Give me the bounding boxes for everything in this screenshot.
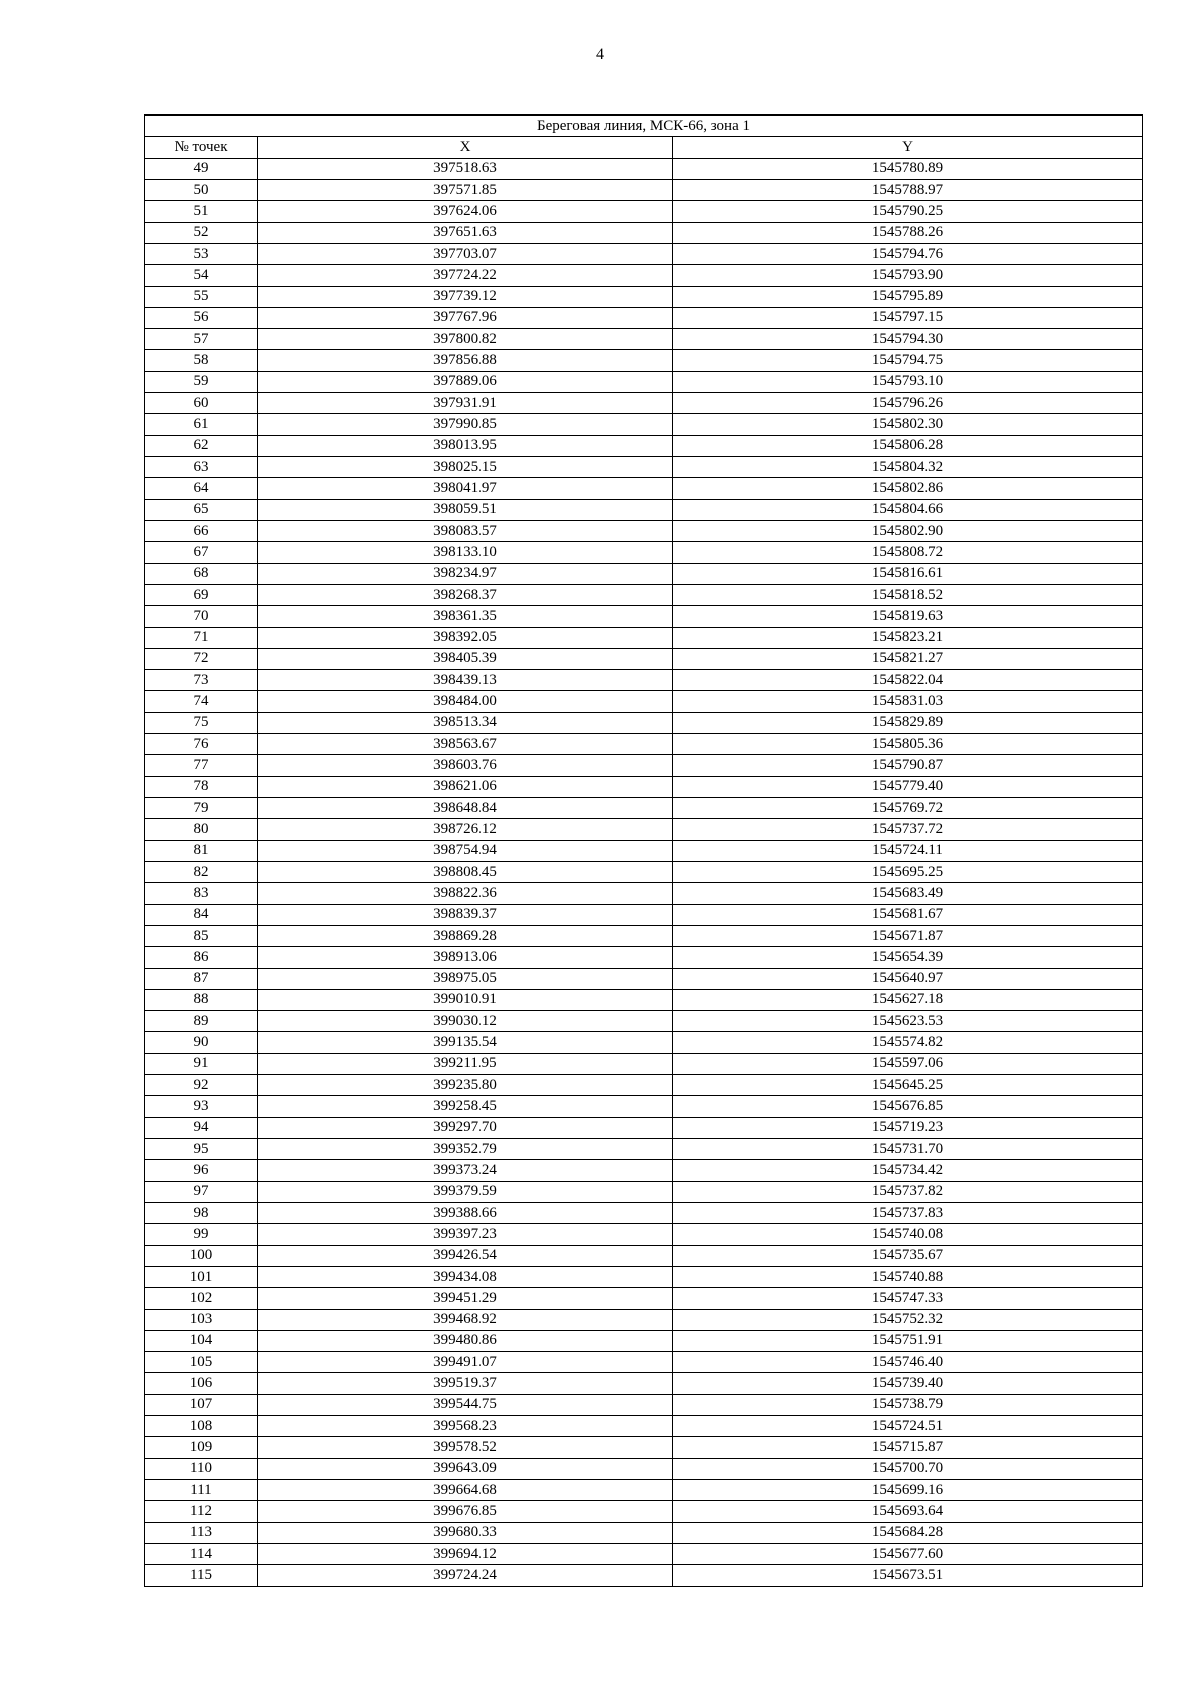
y-cell: 1545794.30 [673,329,1143,350]
x-cell: 398041.97 [258,478,673,499]
y-cell: 1545769.72 [673,798,1143,819]
point-number-cell: 63 [145,457,258,478]
y-cell: 1545802.90 [673,520,1143,541]
point-number-cell: 99 [145,1224,258,1245]
x-cell: 398268.37 [258,584,673,605]
point-number-cell: 65 [145,499,258,520]
y-cell: 1545804.66 [673,499,1143,520]
table-row [145,627,1143,648]
point-number-cell: 93 [145,1096,258,1117]
point-number-cell: 90 [145,1032,258,1053]
x-cell: 399451.29 [258,1288,673,1309]
y-cell: 1545808.72 [673,542,1143,563]
header-x: X [258,137,673,158]
table-row [145,393,1143,414]
y-cell: 1545746.40 [673,1352,1143,1373]
y-cell: 1545574.82 [673,1032,1143,1053]
x-cell: 397889.06 [258,371,673,392]
point-number-cell: 68 [145,563,258,584]
x-cell: 397931.91 [258,393,673,414]
table-row [145,1458,1143,1479]
table-row [145,1075,1143,1096]
table-row [145,499,1143,520]
table-row [145,691,1143,712]
table-row [145,350,1143,371]
table-row [145,840,1143,861]
y-cell: 1545740.08 [673,1224,1143,1245]
x-cell: 398648.84 [258,798,673,819]
point-number-cell: 75 [145,712,258,733]
table-row [145,670,1143,691]
point-number-cell: 69 [145,584,258,605]
x-cell: 399544.75 [258,1394,673,1415]
y-cell: 1545654.39 [673,947,1143,968]
point-number-cell: 114 [145,1543,258,1564]
x-cell: 399388.66 [258,1202,673,1223]
table-row [145,435,1143,456]
point-number-cell: 78 [145,776,258,797]
x-cell: 399664.68 [258,1480,673,1501]
table-row [145,1117,1143,1138]
point-number-cell: 98 [145,1202,258,1223]
point-number-cell: 76 [145,734,258,755]
y-cell: 1545684.28 [673,1522,1143,1543]
table-row [145,648,1143,669]
table-row [145,798,1143,819]
x-cell: 398133.10 [258,542,673,563]
point-number-cell: 101 [145,1266,258,1287]
x-cell: 397800.82 [258,329,673,350]
table-row [145,1330,1143,1351]
y-cell: 1545700.70 [673,1458,1143,1479]
x-cell: 398405.39 [258,648,673,669]
point-number-cell: 67 [145,542,258,563]
point-number-cell: 79 [145,798,258,819]
point-number-cell: 110 [145,1458,258,1479]
x-cell: 397571.85 [258,179,673,200]
x-cell: 399426.54 [258,1245,673,1266]
point-number-cell: 109 [145,1437,258,1458]
x-cell: 398025.15 [258,457,673,478]
x-cell: 398975.05 [258,968,673,989]
y-cell: 1545739.40 [673,1373,1143,1394]
table-row [145,457,1143,478]
x-cell: 398754.94 [258,840,673,861]
table-row [145,1032,1143,1053]
point-number-cell: 64 [145,478,258,499]
point-number-cell: 51 [145,201,258,222]
table-row [145,307,1143,328]
y-cell: 1545737.82 [673,1181,1143,1202]
header-row [145,137,1143,158]
point-number-cell: 49 [145,158,258,179]
table-row [145,478,1143,499]
point-number-cell: 60 [145,393,258,414]
y-cell: 1545779.40 [673,776,1143,797]
y-cell: 1545802.30 [673,414,1143,435]
x-cell: 398513.34 [258,712,673,733]
x-cell: 397739.12 [258,286,673,307]
y-cell: 1545831.03 [673,691,1143,712]
x-cell: 399491.07 [258,1352,673,1373]
table-row [145,1565,1143,1586]
table-row [145,1309,1143,1330]
table-row [145,734,1143,755]
x-cell: 399030.12 [258,1011,673,1032]
table-head [145,115,1143,158]
table-row [145,1288,1143,1309]
x-cell: 399297.70 [258,1117,673,1138]
table-row [145,563,1143,584]
y-cell: 1545790.87 [673,755,1143,776]
y-cell: 1545818.52 [673,584,1143,605]
y-cell: 1545677.60 [673,1543,1143,1564]
point-number-cell: 88 [145,989,258,1010]
point-number-cell: 100 [145,1245,258,1266]
point-number-cell: 61 [145,414,258,435]
table-row [145,1202,1143,1223]
y-cell: 1545793.90 [673,265,1143,286]
x-cell: 399643.09 [258,1458,673,1479]
table-row [145,925,1143,946]
x-cell: 399676.85 [258,1501,673,1522]
y-cell: 1545737.72 [673,819,1143,840]
table-row [145,947,1143,968]
x-cell: 399680.33 [258,1522,673,1543]
table-row [145,883,1143,904]
table-row [145,1053,1143,1074]
table-row [145,584,1143,605]
x-cell: 398083.57 [258,520,673,541]
table-row [145,542,1143,563]
table-row [145,371,1143,392]
x-cell: 398013.95 [258,435,673,456]
x-cell: 397624.06 [258,201,673,222]
table-row [145,1522,1143,1543]
x-cell: 399568.23 [258,1416,673,1437]
table-row [145,1352,1143,1373]
y-cell: 1545793.10 [673,371,1143,392]
point-number-cell: 73 [145,670,258,691]
y-cell: 1545804.32 [673,457,1143,478]
table-row [145,755,1143,776]
y-cell: 1545724.11 [673,840,1143,861]
point-number-cell: 107 [145,1394,258,1415]
x-cell: 397856.88 [258,350,673,371]
x-cell: 398361.35 [258,606,673,627]
x-cell: 397724.22 [258,265,673,286]
point-number-cell: 58 [145,350,258,371]
table-row [145,1224,1143,1245]
table-row [145,414,1143,435]
point-number-cell: 108 [145,1416,258,1437]
y-cell: 1545780.89 [673,158,1143,179]
table-row [145,904,1143,925]
table-row [145,989,1143,1010]
y-cell: 1545699.16 [673,1480,1143,1501]
point-number-cell: 71 [145,627,258,648]
table-row [145,1501,1143,1522]
y-cell: 1545731.70 [673,1139,1143,1160]
point-number-cell: 95 [145,1139,258,1160]
y-cell: 1545788.26 [673,222,1143,243]
x-cell: 398808.45 [258,861,673,882]
table-row [145,1394,1143,1415]
x-cell: 399135.54 [258,1032,673,1053]
point-number-cell: 66 [145,520,258,541]
table-row [145,1266,1143,1287]
y-cell: 1545805.36 [673,734,1143,755]
y-cell: 1545738.79 [673,1394,1143,1415]
caption-row [145,115,1143,137]
x-cell: 398913.06 [258,947,673,968]
table-row [145,861,1143,882]
point-number-cell: 86 [145,947,258,968]
point-number-cell: 89 [145,1011,258,1032]
y-cell: 1545819.63 [673,606,1143,627]
point-number-cell: 62 [145,435,258,456]
y-cell: 1545715.87 [673,1437,1143,1458]
x-cell: 399694.12 [258,1543,673,1564]
y-cell: 1545693.64 [673,1501,1143,1522]
x-cell: 398484.00 [258,691,673,712]
x-cell: 397767.96 [258,307,673,328]
table-row [145,712,1143,733]
table-row [145,265,1143,286]
table-row [145,819,1143,840]
point-number-cell: 50 [145,179,258,200]
y-cell: 1545734.42 [673,1160,1143,1181]
point-number-cell: 74 [145,691,258,712]
x-cell: 398839.37 [258,904,673,925]
y-cell: 1545821.27 [673,648,1143,669]
point-number-cell: 70 [145,606,258,627]
x-cell: 399519.37 [258,1373,673,1394]
x-cell: 398059.51 [258,499,673,520]
table-row [145,329,1143,350]
y-cell: 1545597.06 [673,1053,1143,1074]
y-cell: 1545719.23 [673,1117,1143,1138]
table-row [145,1160,1143,1181]
y-cell: 1545752.32 [673,1309,1143,1330]
y-cell: 1545695.25 [673,861,1143,882]
y-cell: 1545683.49 [673,883,1143,904]
y-cell: 1545797.15 [673,307,1143,328]
table-row [145,1480,1143,1501]
y-cell: 1545673.51 [673,1565,1143,1586]
x-cell: 399352.79 [258,1139,673,1160]
page-number: 4 [596,46,604,63]
table-row [145,520,1143,541]
y-cell: 1545623.53 [673,1011,1143,1032]
x-cell: 399434.08 [258,1266,673,1287]
table-row [145,1245,1143,1266]
point-number-cell: 83 [145,883,258,904]
table-row [145,1011,1143,1032]
y-cell: 1545740.88 [673,1266,1143,1287]
point-number-cell: 82 [145,861,258,882]
point-number-cell: 72 [145,648,258,669]
table-row [145,1437,1143,1458]
y-cell: 1545794.76 [673,243,1143,264]
table-row [145,606,1143,627]
point-number-cell: 87 [145,968,258,989]
y-cell: 1545823.21 [673,627,1143,648]
table-row [145,222,1143,243]
point-number-cell: 97 [145,1181,258,1202]
x-cell: 397703.07 [258,243,673,264]
table-row [145,968,1143,989]
x-cell: 399724.24 [258,1565,673,1586]
header-y: Y [673,137,1143,158]
y-cell: 1545751.91 [673,1330,1143,1351]
table-row [145,1543,1143,1564]
point-number-cell: 105 [145,1352,258,1373]
point-number-cell: 77 [145,755,258,776]
x-cell: 397651.63 [258,222,673,243]
table-row [145,179,1143,200]
point-number-cell: 55 [145,286,258,307]
y-cell: 1545816.61 [673,563,1143,584]
y-cell: 1545681.67 [673,904,1143,925]
y-cell: 1545735.67 [673,1245,1143,1266]
point-number-cell: 59 [145,371,258,392]
point-number-cell: 81 [145,840,258,861]
table-row [145,158,1143,179]
x-cell: 399373.24 [258,1160,673,1181]
point-number-cell: 53 [145,243,258,264]
point-number-cell: 52 [145,222,258,243]
y-cell: 1545737.83 [673,1202,1143,1223]
point-number-cell: 113 [145,1522,258,1543]
table-row [145,243,1143,264]
table-row [145,1096,1143,1117]
point-number-cell: 104 [145,1330,258,1351]
coordinates-table [144,114,1143,1587]
point-number-cell: 94 [145,1117,258,1138]
table-row [145,776,1143,797]
table-caption: Береговая линия, МСК-66, зона 1 [145,115,1143,137]
y-cell: 1545822.04 [673,670,1143,691]
x-cell: 398726.12 [258,819,673,840]
x-cell: 397518.63 [258,158,673,179]
point-number-cell: 112 [145,1501,258,1522]
y-cell: 1545790.25 [673,201,1143,222]
y-cell: 1545802.86 [673,478,1143,499]
x-cell: 398234.97 [258,563,673,584]
x-cell: 399578.52 [258,1437,673,1458]
x-cell: 399480.86 [258,1330,673,1351]
point-number-cell: 54 [145,265,258,286]
x-cell: 399235.80 [258,1075,673,1096]
y-cell: 1545627.18 [673,989,1143,1010]
y-cell: 1545640.97 [673,968,1143,989]
y-cell: 1545676.85 [673,1096,1143,1117]
y-cell: 1545806.28 [673,435,1143,456]
x-cell: 398822.36 [258,883,673,904]
y-cell: 1545724.51 [673,1416,1143,1437]
y-cell: 1545796.26 [673,393,1143,414]
table-row [145,1181,1143,1202]
point-number-cell: 91 [145,1053,258,1074]
table-row [145,1139,1143,1160]
x-cell: 398869.28 [258,925,673,946]
point-number-cell: 84 [145,904,258,925]
x-cell: 397990.85 [258,414,673,435]
x-cell: 398563.67 [258,734,673,755]
x-cell: 399468.92 [258,1309,673,1330]
y-cell: 1545829.89 [673,712,1143,733]
y-cell: 1545645.25 [673,1075,1143,1096]
point-number-cell: 56 [145,307,258,328]
x-cell: 399010.91 [258,989,673,1010]
point-number-cell: 102 [145,1288,258,1309]
point-number-cell: 96 [145,1160,258,1181]
point-number-cell: 103 [145,1309,258,1330]
x-cell: 399397.23 [258,1224,673,1245]
x-cell: 398439.13 [258,670,673,691]
point-number-cell: 106 [145,1373,258,1394]
x-cell: 398621.06 [258,776,673,797]
y-cell: 1545747.33 [673,1288,1143,1309]
x-cell: 399211.95 [258,1053,673,1074]
point-number-cell: 92 [145,1075,258,1096]
header-point-number: № точек [145,137,258,158]
point-number-cell: 80 [145,819,258,840]
y-cell: 1545671.87 [673,925,1143,946]
table-row [145,201,1143,222]
point-number-cell: 115 [145,1565,258,1586]
point-number-cell: 111 [145,1480,258,1501]
table-row [145,286,1143,307]
table-body [145,158,1143,1586]
x-cell: 399379.59 [258,1181,673,1202]
table-row [145,1416,1143,1437]
x-cell: 399258.45 [258,1096,673,1117]
y-cell: 1545788.97 [673,179,1143,200]
y-cell: 1545795.89 [673,286,1143,307]
point-number-cell: 57 [145,329,258,350]
x-cell: 398603.76 [258,755,673,776]
point-number-cell: 85 [145,925,258,946]
x-cell: 398392.05 [258,627,673,648]
table-row [145,1373,1143,1394]
y-cell: 1545794.75 [673,350,1143,371]
